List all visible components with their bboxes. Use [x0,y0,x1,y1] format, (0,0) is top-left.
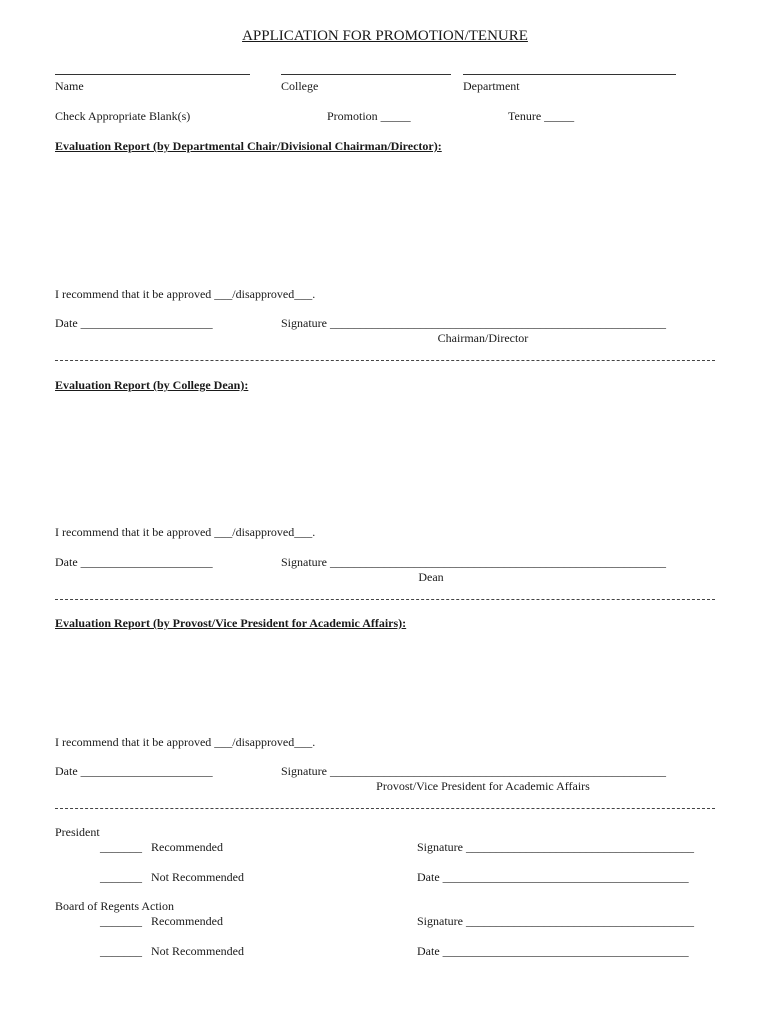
date-field-dean[interactable]: Date ______________________ [55,555,213,569]
date-field-provost[interactable]: Date ______________________ [55,764,213,778]
president-recommended[interactable]: _______ Recommended [100,840,223,854]
check-blanks-label: Check Appropriate Blank(s) [55,109,191,123]
signature-field-chair[interactable]: Signature ________________________________________________________ [281,316,666,330]
recommend-line-chair[interactable]: I recommend that it be approved ___/disapproved___. [55,287,316,301]
department-label: Department [463,79,520,93]
signature-field-provost[interactable]: Signature ________________________________________________________ [281,764,666,778]
signature-field-dean[interactable]: Signature ________________________________________________________ [281,555,666,569]
recommend-line-dean[interactable]: I recommend that it be approved ___/disapproved___. [55,525,316,539]
promotion-blank[interactable]: Promotion _____ [327,109,411,123]
section-heading-provost: Evaluation Report (by Provost/Vice President for Academic Affairs): [55,616,407,630]
president-label: President [55,825,100,839]
date-field-chair[interactable]: Date ______________________ [55,316,213,330]
board-signature-field[interactable]: Signature ______________________________________ [417,914,694,928]
college-label: College [281,79,319,93]
role-label-chair: Chairman/Director [437,331,529,345]
board-recommended[interactable]: _______ Recommended [100,914,223,928]
name-field[interactable] [55,74,250,75]
college-field[interactable] [281,74,451,75]
section-heading-chair: Evaluation Report (by Departmental Chair/Divisional Chairman/Director): [55,139,442,153]
president-signature-field[interactable]: Signature ______________________________________ [417,840,694,854]
recommend-line-provost[interactable]: I recommend that it be approved ___/disapproved___. [55,735,316,749]
role-label-provost: Provost/Vice President for Academic Affairs [376,779,590,793]
role-label-dean: Dean [418,570,444,584]
section-divider [55,599,715,600]
tenure-blank[interactable]: Tenure _____ [508,109,575,123]
president-date-field[interactable]: Date _________________________________________ [417,870,689,884]
president-not-recommended[interactable]: _______ Not Recommended [100,870,244,884]
board-label: Board of Regents Action [55,899,174,913]
name-label: Name [55,79,84,93]
board-not-recommended[interactable]: _______ Not Recommended [100,944,244,958]
section-divider [55,808,715,809]
board-date-field[interactable]: Date _________________________________________ [417,944,689,958]
department-field[interactable] [463,74,676,75]
section-divider [55,360,715,361]
page-title: APPLICATION FOR PROMOTION/TENURE [242,28,528,44]
section-heading-dean: Evaluation Report (by College Dean): [55,378,249,392]
